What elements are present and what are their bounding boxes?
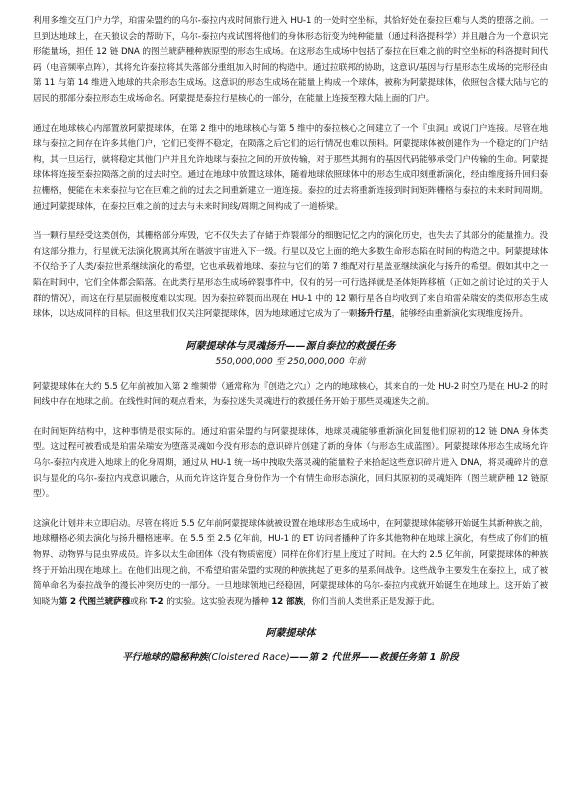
section-dates: 550,000,000 至 250,000,000 年前 [215, 356, 366, 367]
paragraph-3-bold: 扬升行星 [357, 309, 392, 320]
paragraph-3 [33, 229, 548, 323]
paragraph-3-text-b: ，能够经由重新演化实现维度扬升。 [391, 309, 529, 320]
paragraph-2: 通过在地球核心内部置放阿蒙提球体，在第 2 维中的地球核心与第 5 维中的泰拉核心之间建立了一个『虫洞』或说门户连接。尽管在地球与泰拉之间存在许多其他门户，它们已变得不稳定，在陨落之后它们的运行情况也难以预料。阿蒙提球体被创建作为一个稳定的门户结构，其一旦运行，就将稳定其他门户并且允许地球与泰拉之间的开放传输，对于那些其拥有的基因代码能够承受门户传输的生命。阿蒙提球体将连接至泰拉陨落之前的过去时空。通过在地球中放置这球体，随着地球依照球体中的形态生成印刻重新演化，经由维度扬升回归泰拉栅格，便能在未来泰拉与它在巨难之前的过去之间重新建立一道连接。泰拉的过去将重新连接到时间矩阵栅格与泰拉的未来时间周期。通过阿蒙提球体，在泰拉巨难之前的过去与未来时间线/周期之间构成了一道桥梁。 [33, 123, 548, 212]
section-subtitle [33, 649, 548, 663]
paragraph-5: 在时间矩阵结构中，这种事情是很实际的。通过珀雷朵盟约与阿蒙提球体，地球灵魂能够重新演化回复他们原初的12 链 DNA 身体类型。这过程可被看成是珀雷朵瑞安为堕落灵魂如今没有形态的意识碎片创建了新的身体（与形态生成蓝图）。阿蒙提球体形态生成场允许乌尔-泰拉内戎进入地球上的化身周期，通过从 HU-1 统一场中拽取失落灵魂的能量粒子来拾起这些意识碎片进入 DNA，将灵魂碎片的意识与显化的乌尔-泰拉内戎意识融合，从而允许这许复合身份作为一个有情生命形态演化，回归其原初的灵魂矩阵（图兰琥萨種 12 链原型）。 [33, 426, 548, 500]
paragraph-6-text-b: ，你们当前人类世系正是发源于此。 [303, 596, 440, 607]
paragraph-3-text-a: 当一颗行星经受这类创伤，其栅格部分库毁，它不仅失去了存储于炸裂部分的细胞记忆之内的演化历史，也失去了其部分的能量推力。没有这部分推力，行星就无法演化脱离其所在谐波宇宙进入下一级。行星以及它上面的绝大多数生命形态陷在时间的构造之中。阿蒙提球体不仅给予了人类/泰拉世系继续演化的希望，它也承载着地球、泰拉与它们的第 7 维配对行星盖亚继续演化与扬升的希望。假如其中之一陷在时间中，它们全体都会陷落。在此类行星形态生成场碎裂事件中，仅有的另一可行选择就是圣体矩阵移植（正如之前讨论过的关于人群的情况），而这在行星层面极度难以实现。因为泰拉碎裂而出现在 HU-1 中的 12 颗行星各自均收到了来自珀雷朵瑞安的类似形态生成球体，以达成同样的目标。但这里我们仅关注阿蒙提球体，因为地球通过它成为了一颗 [33, 231, 548, 320]
paragraph-4: 阿蒙提球体在大约 5.5 亿年前被加入第 2 维频带（通常称为『创造之穴』）之内的地球核心，其来自的一处 HU-2 时空乃是在 HU-2 的时间线中存在地球之前。在线性时间的观点看来，为泰拉迷失灵魂进行的救援任务开始于那些灵魂迷失之前。 [33, 381, 548, 408]
section-subtitle-a: 平行地球的隐秘种族 [122, 652, 208, 664]
section-subtitle-b: ——第 2 代世界——救援任务第 1 阶段 [289, 652, 459, 664]
paragraph-1: 利用多维交互门户力学，珀雷朵盟约的乌尔-泰拉内戎时间旅行进入 HU-1 的一处时空坐标，其恰好处在泰拉巨难与人类的堕落之前。一旦到达地球上，在天狼议会的帮助下，乌尔-泰拉内戎试图将他们的身体形态衍变为纯种能量（通过科洛提科学）并且融合为一个意识完形能量场，担任 12 链 DNA 的图兰琥萨種种族原型的形态生成场。在这形态生成场中包括了泰拉在巨难之前的时空坐标的科洛提时间代码（电音频率点阵），其将允许泰拉将其失落部分重组加入时间的构造中。通过拉联邦的协助，这意识/基因与行星形态生成场的完形径由第 11 与第 14 维进入地球的共余形态生成场。这意识的形态生成场在能量上构成一个球体，被称为阿蒙提球体，依照包含樣大陆与它的居民的那部分泰拉形态生成场命名。阿蒙提是泰拉行星核心的一部分，在能量上连接至穆大陆上面的门户。 [33, 16, 548, 104]
section-heading: 阿蒙提球体与灵魂扬升——源自泰拉的救援任务 [185, 340, 396, 352]
paragraph-6-mid: 或称 [130, 596, 150, 607]
paragraph-6-bold-3: 12 部族 [271, 596, 304, 607]
paragraph-6 [33, 517, 548, 611]
paragraph-6-bold-2: T-2 [149, 596, 164, 607]
paragraph-6-text-a: 这演化计划并未立即启动。尽管在将近 5.5 亿年前阿蒙提球体就被设置在地球形态生成场中，在阿蒙提球体能够开始诞生其新种族之前，地球栅格必须去演化与扬升栅格速率。在 5.5 至 2.5 亿年前，HU-1 的 ET 访问者播种了许多其他物种在地球上演化，有些成了你们的植物界、动物界与昆虫界成员。许多以太生命团体（没有物质密度）同样在你们行星上度过了时间。在大约 2.5 亿年前，阿蒙提球体的种族终于开始出现在地球上。在他们出现之前，不希望珀雷朵盟约实现的种族挑起了更多的星系间战争。这些战争主要发生在泰拉上，成了被简单命名为泰拉战争的漫长冲突历史的一部分。一旦地球领地已经稳固，阿蒙提球体的乌尔-泰拉内戎就开始诞生在地球上。这开始了被知晓为 [33, 518, 548, 607]
section-subtitle-en: (Cloistered Race) [207, 652, 290, 664]
section-title: 阿蒙提球体 [265, 628, 316, 640]
paragraph-6-mid-2: 的实验。这实验表现为播种 [163, 596, 272, 607]
paragraph-6-bold-1: 第 2 代图兰琥萨穆 [58, 596, 131, 607]
